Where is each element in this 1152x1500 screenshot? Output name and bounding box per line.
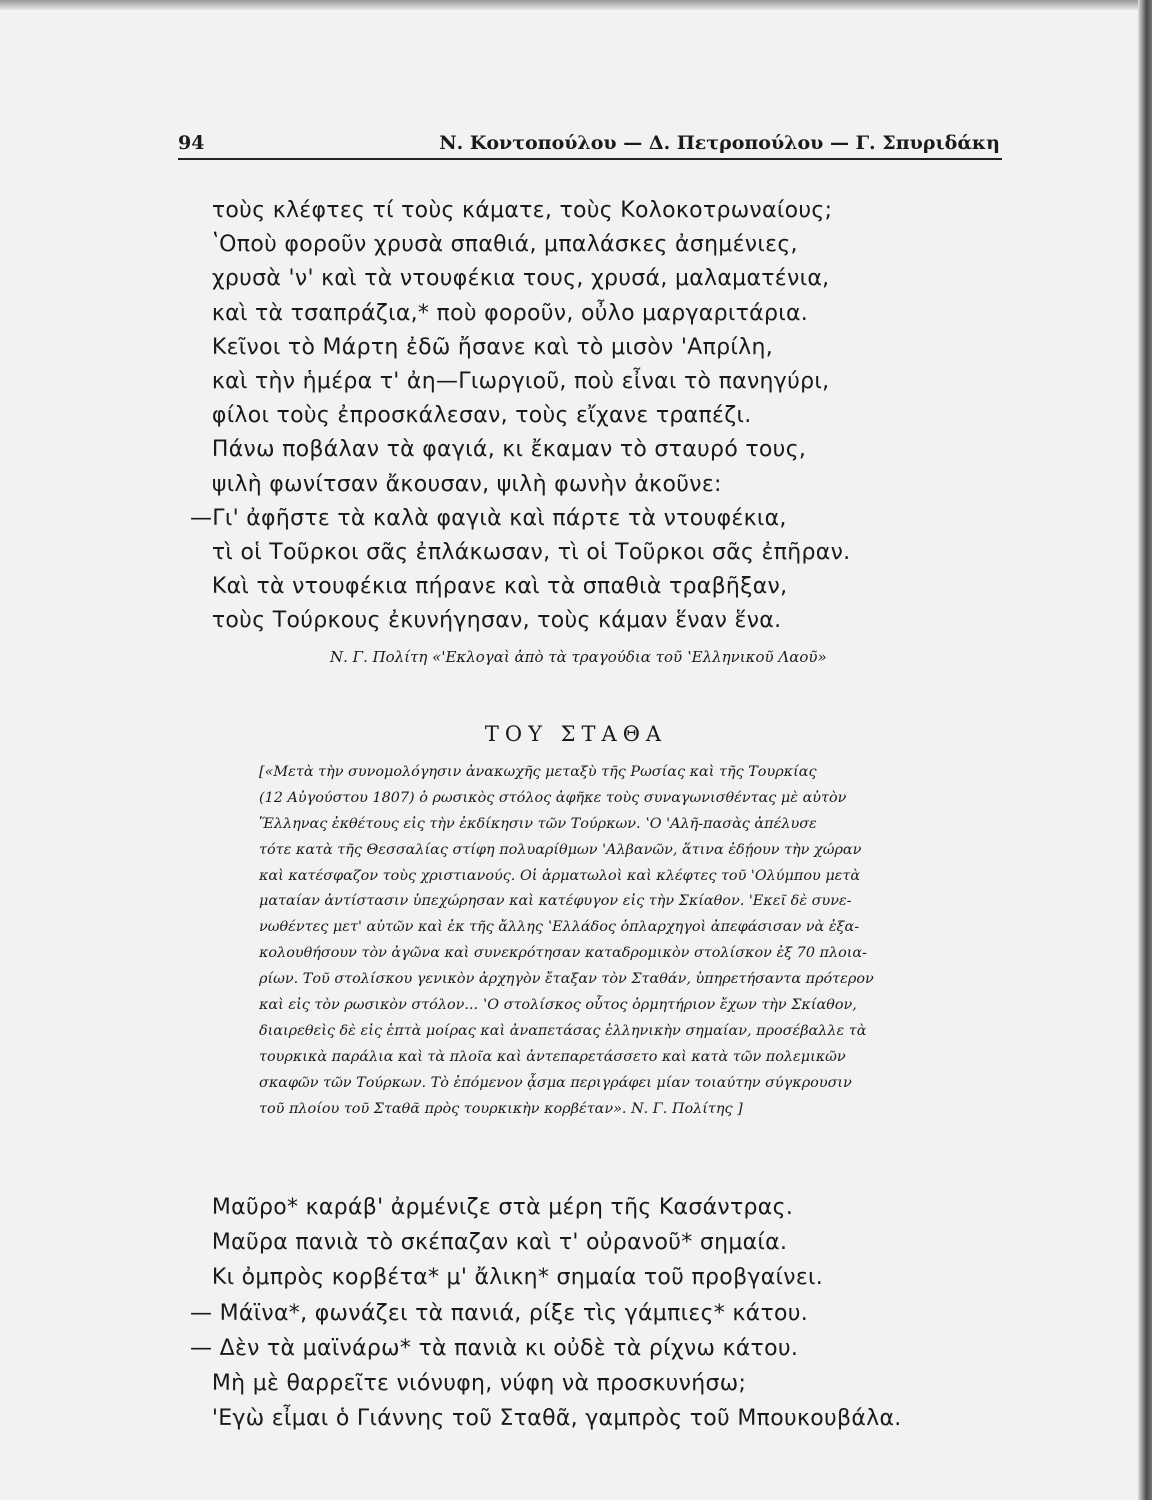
verse-line: τὶ οἱ Τοῦρκοι σᾶς ἐπλάκωσαν, τὶ οἱ Τοῦρκοι σᾶς ἐπῆραν. (190, 539, 851, 565)
page-number: 94 (178, 132, 205, 154)
verse-line: Κι ὀμπρὸς κορβέτα* μ' ἄλικη* σημαία τοῦ προβγαίνει. (190, 1265, 824, 1291)
verse-line: φίλοι τοὺς ἐπροσκάλεσαν, τοὺς εἴχανε τραπέζι. (190, 403, 752, 429)
poem-attribution: Ν. Γ. Πολίτη «'Εκλογαὶ ἀπὸ τὰ τραγούδια τοῦ ʽΕλληνικοῦ Λαοῦ» (330, 648, 827, 666)
preface-line: ματαίαν ἀντίστασιν ὑπεχώρησαν καὶ κατέφυγον εἰς τὴν Σκίαθον. 'Εκεῖ δὲ συνε- (259, 893, 852, 910)
preface-line: (12 Αὐγούστου 1807) ὁ ρωσικὸς στόλος ἀφῆκε τοὺς συναγωνισθέντας μὲ αὐτὸν (259, 789, 847, 806)
verse-line: Καὶ τὰ ντουφέκια πήρανε καὶ τὰ σπαθιὰ τραβῆξαν, (190, 574, 788, 600)
running-header (178, 128, 1002, 160)
preface-line: τουρκικὰ παράλια καὶ τὰ πλοῖα καὶ ἀντεπαρετάσσετο καὶ κατὰ τῶν πολεμικῶν (259, 1048, 846, 1065)
verse-line: τοὺς κλέφτες τί τοὺς κάματε, τοὺς Κολοκοτρωναίους; (190, 198, 833, 223)
preface-line: τοῦ πλοίου τοῦ Σταθᾶ πρὸς τουρκικὴν κορβέταν». Ν. Γ. Πολίτης ] (259, 1100, 743, 1117)
verse-line: ʽΟποὺ φοροῦν χρυσὰ σπαθιά, μπαλάσκες ἀσημένιες, (190, 232, 798, 258)
verse-line: — Μάϊνα*, φωνάζει τὰ πανιά, ρίξε τὶς γάμπιες* κάτου. (190, 1300, 809, 1326)
preface-line: καὶ εἰς τὸν ρωσικὸν στόλον... ʽΟ στολίσκος οὗτος ὁρμητήριον ἔχων τὴν Σκίαθον, (259, 997, 857, 1014)
verse-line: ψιλὴ φωνίτσαν ἄκουσαν, ψιλὴ φωνὴν ἀκοῦνε: (190, 471, 722, 497)
preface-line: [«Μετὰ τὴν συνομολόγησιν ἀνακωχῆς μεταξὺ τῆς Ρωσίας καὶ τῆς Τουρκίας (259, 764, 817, 780)
section-preface (259, 760, 1003, 1122)
poem-klephts (190, 194, 850, 638)
poem-stathas (190, 1190, 902, 1436)
verse-line: τοὺς Τούρκους ἐκυνήγησαν, τοὺς κάμαν ἕναν ἕνα. (190, 608, 782, 634)
verse-line: καὶ τὰ τσαπράζια,* ποὺ φοροῦν, οὖλο μαργαριτάρια. (190, 300, 809, 326)
verse-line: —Γι' ἀφῆστε τὰ καλὰ φαγιὰ καὶ πάρτε τὰ ντουφέκια, (190, 505, 787, 531)
scan-right-edge (1138, 0, 1152, 1500)
preface-line: κολουθήσουν τὸν ἀγῶνα καὶ συνεκρότησαν καταδρομικὸν στολίσκον ἐξ 70 πλοια- (259, 945, 868, 962)
preface-line: τότε κατὰ τῆς Θεσσαλίας στίφη πολυαρίθμων 'Αλβανῶν, ἅτινα ἐδῄουν τὴν χώραν (259, 841, 862, 858)
verse-line: Μὴ μὲ θαρρεῖτε νιόνυφη, νύφη νὰ προσκυνήσω; (190, 1370, 747, 1396)
preface-line: ρίων. Τοῦ στολίσκου γενικὸν ἀρχηγὸν ἔταξαν τὸν Σταθάν, ὑπηρετήσαντα πρότερον (259, 971, 874, 988)
verse-line: καὶ τὴν ἡμέρα τ' ἀη—Γιωργιοῦ, ποὺ εἶναι τὸ πανηγύρι, (190, 368, 830, 394)
preface-line: διαιρεθεὶς δὲ εἰς ἑπτὰ μοίρας καὶ ἀναπετάσας ἑλληνικὴν σημαίαν, προσέβαλλε τὰ (259, 1022, 867, 1039)
verse-line: Κεῖνοι τὸ Μάρτη ἐδῶ ἤσανε καὶ τὸ μισὸν 'Απρίλη, (190, 334, 774, 360)
preface-line: Ἕλληνας ἐκθέτους εἰς τὴν ἐκδίκησιν τῶν Τούρκων. ʽΟ 'Αλῆ-πασὰς ἀπέλυσε (259, 815, 817, 832)
verse-line: χρυσὰ 'ν' καὶ τὰ ντουφέκια τους, χρυσά, μαλαματένια, (190, 266, 830, 292)
verse-line: Μαῦρο* καράβ' ἀρμένιζε στὰ μέρη τῆς Κασάντρας. (190, 1195, 794, 1220)
verse-line: Μαῦρα πανιὰ τὸ σκέπαζαν καὶ τ' οὐρανοῦ* σημαία. (190, 1230, 788, 1256)
verse-line: — Δὲν τὰ μαϊνάρω* τὰ πανιὰ κι οὐδὲ τὰ ρίχνω κάτου. (190, 1335, 799, 1361)
verse-line: Πάνω ποβάλαν τὰ φαγιά, κι ἔκαμαν τὸ σταυρό τους, (190, 437, 807, 463)
scan-top-edge (0, 0, 1152, 10)
verse-line: 'Εγὼ εἶμαι ὁ Γιάννης τοῦ Σταθᾶ, γαμπρὸς τοῦ Μπουκουβάλα. (190, 1406, 902, 1432)
preface-line: καὶ κατέσφαζον τοὺς χριστιανούς. Οἱ ἁρματωλοὶ καὶ κλέφτες τοῦ 'Ολύμπου μετὰ (259, 867, 861, 884)
header-authors: Ν. Κοντοπούλου — Δ. Πετροπούλου — Γ. Σπυριδάκη (439, 132, 1000, 154)
preface-line: σκαφῶν τῶν Τούρκων. Τὸ ἑπόμενον ᾆσμα περιγράφει μίαν τοιαύτην σύγκρουσιν (259, 1074, 852, 1091)
preface-line: νωθέντες μετ' αὐτῶν καὶ ἐκ τῆς ἄλλης ʽΕλλάδος ὁπλαρχηγοὶ ἀπεφάσισαν νὰ ἐξα- (259, 919, 860, 936)
section-title: ΤΟΥ ΣΤΑΘΑ (484, 722, 668, 746)
